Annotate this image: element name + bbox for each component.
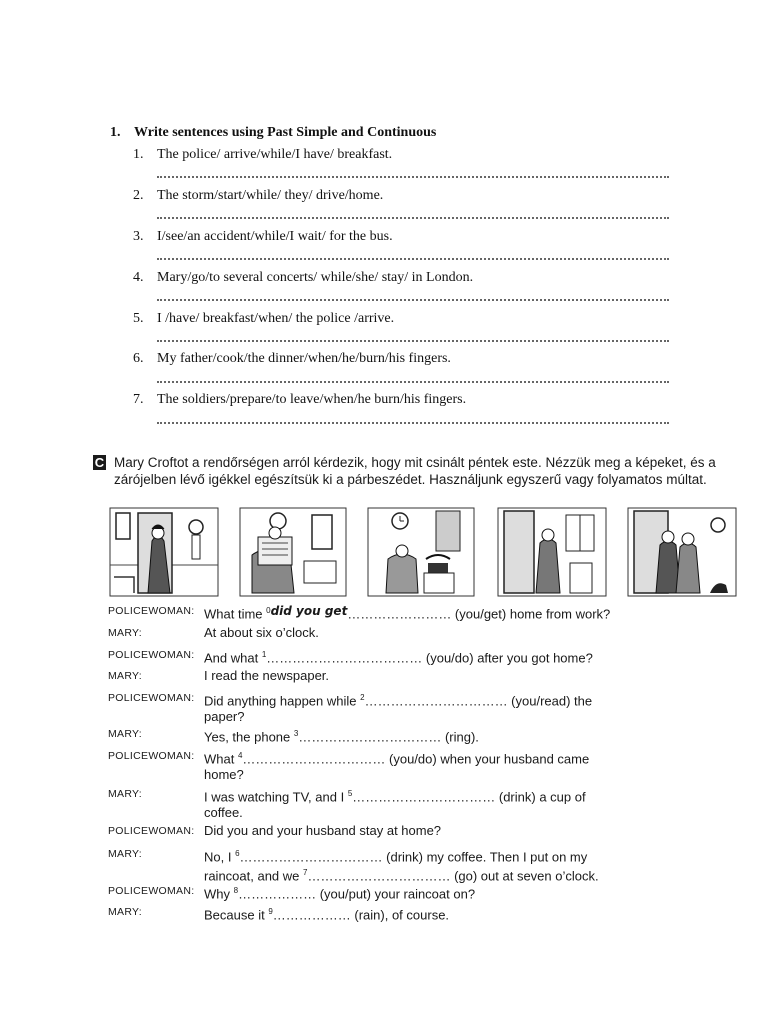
illustration-reading-newspaper — [238, 505, 348, 599]
answer-line[interactable] — [157, 422, 669, 424]
answer-line[interactable] — [157, 258, 669, 260]
exercise-title-text: Write sentences using Past Simple and Continuous — [134, 125, 437, 140]
answer-line[interactable] — [157, 299, 669, 301]
exercise-item: 7. The soldiers/prepare/to leave/when/he burn/his fingers. — [133, 392, 467, 407]
exercise-item: 3. I/see/an accident/while/I wait/ for the bus. — [133, 229, 393, 244]
illustration-going-out — [626, 505, 738, 599]
exercise-item: 6. My father/cook/the dinner/when/he/burn/his fingers. — [133, 351, 451, 366]
section-label: C — [94, 455, 105, 470]
answer-line[interactable] — [157, 176, 669, 178]
answer-line[interactable] — [157, 340, 669, 342]
illustration-husband-comes-home — [496, 505, 608, 599]
illustration-phone-ringing — [366, 505, 476, 599]
exercise-item: 4. Mary/go/to several concerts/ while/she/ stay/ in London. — [133, 270, 474, 285]
illustration-arriving-home — [108, 505, 220, 599]
answer-line[interactable] — [157, 381, 669, 383]
scanned-exercise-c: C Mary Croftot a rendőrségen arról kérdezik, hogy mit csinált péntek este. Nézzük meg a képeket, és a zárójelben lévő igékkel egészítsük ki a párbeszédet. Használjunk egyszerű vagy folyamatos múltat. POLICEWOMAN: What time $^0$did you get…………………… (you/get) home from work? MARY: At about six o’clock. POLICEWOMAN: And what $^1$……………………………… (you/do) after you got home? MARY: I read the newspaper. POLICEWOMAN: Did anything happen while $^2$…………………………… (you/read) the paper? MARY: Yes, the phone $^3$…………………………… (ring). POLICEWOMAN: What $^4$…………………………… (you/do) when your husband came home? MARY: I was watching TV, and I $^5$…………………………… (drink) a cup of coffee. POLICEWOMAN: Did you and your husband stay at home? MARY: No, I $^6$…………………………… (drink) my coffee. Then I put on my raincoat, and we $^7$…………………………… (go) out at seven o’clock. POLICEWOMAN: Why $^8$……………… (you/put) your raincoat on? MARY: Because it $^9$……………… (rain), of course. — [88, 440, 768, 940]
exercise-title — [110, 125, 436, 141]
exercise-item: 1. The police/ arrive/while/I have/ breakfast. — [133, 147, 393, 162]
handwritten-answer: did you get — [270, 604, 348, 619]
instructions: Mary Croftot a rendőrségen arról kérdezik, hogy mit csinált péntek este. Nézzük meg a képeket, és a zárójelben lévő igékkel egészítsük ki a párbeszédet. Használjunk egyszerű vagy folyamatos múltat. — [114, 455, 716, 487]
answer-line[interactable] — [157, 217, 669, 219]
exercise-item: 2. The storm/start/while/ they/ drive/home. — [133, 188, 384, 203]
exercise-item: 5. I /have/ breakfast/when/ the police /arrive. — [133, 311, 395, 326]
exercise-number: 1. — [110, 125, 121, 140]
